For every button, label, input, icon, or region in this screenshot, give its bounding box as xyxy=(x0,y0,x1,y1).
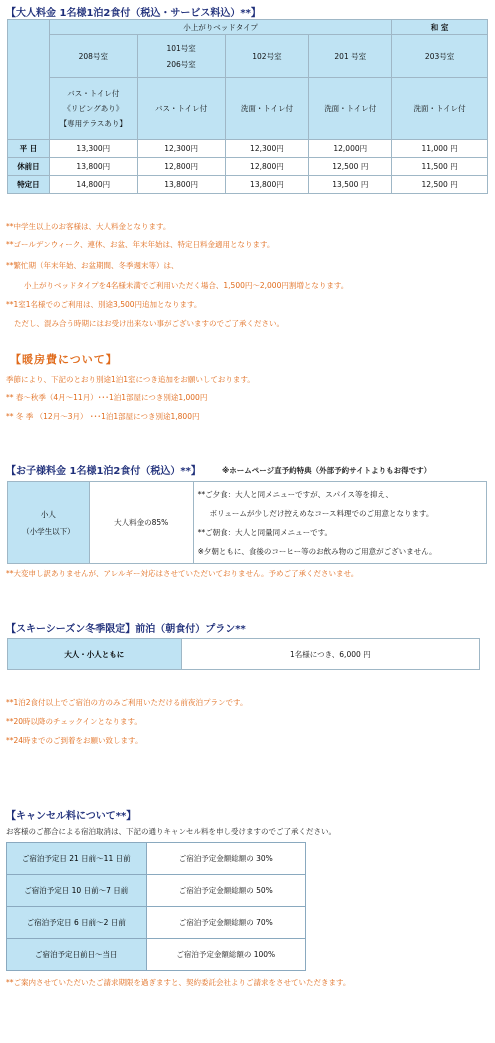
price-cell: 12,500 円 xyxy=(392,176,488,194)
facilities-101: バス・トイレ付 xyxy=(137,78,225,140)
table-corner xyxy=(8,20,50,140)
japanese-room-header: 和 室 xyxy=(392,20,488,35)
price-cell: 13,500 円 xyxy=(309,176,392,194)
adult-rate-title: 【大人料金 1名様1泊2食付（税込・サービス料込）**】 xyxy=(6,8,261,19)
row-label: 休前日 xyxy=(8,158,50,176)
ski-plan-title: 【スキーシーズン冬季限定】前泊（朝食付）プラン** xyxy=(6,624,246,635)
room-203: 203号室 xyxy=(392,35,488,78)
table-row xyxy=(7,843,306,875)
kids-rate-cell: 大人料金の85% xyxy=(89,482,193,564)
kids-rate-title: 【お子様料金 1名様1泊2食付（税込）**】 xyxy=(6,466,201,477)
room-102: 102号室 xyxy=(225,35,309,78)
ski-note: **20時以降のチェックインとなります。 xyxy=(6,717,142,726)
kids-note: **ご夕食：大人と同メニューですが、スパイス等を抑え、 xyxy=(197,489,393,499)
price-cell: 12,300円 xyxy=(225,140,309,158)
price-cell: 12,500 円 xyxy=(309,158,392,176)
allergy-note: **大変申し訳ありませんが、アレルギー対応はさせていただいておりません。予めご了承くださいませ。 xyxy=(6,569,359,578)
cancel-period: ご宿泊予定日 10 日前～7 日前 xyxy=(7,875,147,907)
adult-rate-table xyxy=(7,19,488,194)
cancel-rate: ご宿泊予定金額総額の 50% xyxy=(146,875,306,907)
table-row xyxy=(8,140,488,158)
price-cell: 12,800円 xyxy=(225,158,309,176)
price-cell: 12,000円 xyxy=(309,140,392,158)
ski-label-cell: 大人・小人ともに xyxy=(8,639,182,670)
adult-note: **1室1名様でのご利用は、別途3,500円追加となります。 xyxy=(6,300,202,309)
table-row xyxy=(8,176,488,194)
room-201: 201 号室 xyxy=(309,35,392,78)
room-101-label: 101号室 xyxy=(166,43,196,53)
adult-note: ただし、混み合う時期にはお受け出来ない事がございますのでご了承ください。 xyxy=(14,319,284,328)
price-cell: 13,800円 xyxy=(225,176,309,194)
cancel-table xyxy=(6,842,306,971)
row-label: 平 日 xyxy=(8,140,50,158)
table-row xyxy=(8,158,488,176)
heating-line: ** 冬 季 （12月～3月） ･･･1泊1部屋につき別途1,800円 xyxy=(6,412,200,421)
facility-line: バス・トイレ付 xyxy=(67,89,120,98)
facilities-201: 洗面・トイレ付 xyxy=(309,78,392,140)
heating-title: 【暖房費について】 xyxy=(10,353,118,366)
bed-type-header: 小上がりベッドタイプ xyxy=(49,20,391,35)
adult-note: 小上がりベッドタイプを4名様未満でご利用いただく場合、1,500円～2,000円割増となります。 xyxy=(24,281,349,290)
ski-note: **1泊2食付以上でご宿泊の方のみご利用いただける前夜泊プランです。 xyxy=(6,698,248,707)
facility-line: 《リビングあり》 xyxy=(63,104,124,113)
ski-price-cell: 1名様につき、6,000 円 xyxy=(181,639,479,670)
room-206-label: 206号室 xyxy=(166,59,196,69)
facilities-102: 洗面・トイレ付 xyxy=(225,78,309,140)
heating-line: 季節により、下記のとおり別途1泊1室につき追加をお願いしております。 xyxy=(6,375,255,384)
price-cell: 13,300円 xyxy=(49,140,137,158)
table-row xyxy=(7,907,306,939)
kids-label: 小人 xyxy=(40,509,56,519)
adult-note: **繁忙期（年末年始、お盆期間、冬季週末等）は、 xyxy=(6,261,179,270)
room-101-206 xyxy=(137,35,225,78)
ski-note: **24時までのご到着をお願い致します。 xyxy=(6,736,143,745)
cancel-intro: お客様のご都合による宿泊取消は、下記の通りキャンセル料を申し受けますのでご了承ください。 xyxy=(6,827,336,836)
kids-special-note: ※ホームページ直予約特典（外部予約サイトよりもお得です） xyxy=(222,466,432,475)
ski-plan-table xyxy=(7,638,480,670)
adult-note: **中学生以上のお客様は、大人料金となります。 xyxy=(6,222,171,231)
kids-age-label: （小学生以下） xyxy=(22,526,75,536)
price-cell: 14,800円 xyxy=(49,176,137,194)
cancel-rate: ご宿泊予定金額総額の 100% xyxy=(146,939,306,971)
kids-rate-table xyxy=(7,481,487,564)
cancel-rate: ご宿泊予定金額総額の 30% xyxy=(146,843,306,875)
cancel-rate: ご宿泊予定金額総額の 70% xyxy=(146,907,306,939)
price-cell: 11,500 円 xyxy=(392,158,488,176)
cancel-footnote: **ご案内させていただいたご請求期限を過ぎますと、契約委託会社よりご請求をさせていただきます。 xyxy=(6,978,351,987)
room-208: 208号室 xyxy=(49,35,137,78)
price-cell: 11,000 円 xyxy=(392,140,488,158)
kids-note: ※夕朝ともに、食後のコーヒー等のお飲み物のご用意がございません。 xyxy=(197,546,437,556)
kids-notes-cell xyxy=(193,482,486,564)
facilities-203: 洗面・トイレ付 xyxy=(392,78,488,140)
kids-label-cell xyxy=(8,482,90,564)
cancel-period: ご宿泊予定日 21 日前～11 日前 xyxy=(7,843,147,875)
kids-note: ボリュームが少しだけ控えめなコース料理でのご用意となります。 xyxy=(209,508,434,518)
price-cell: 12,300円 xyxy=(137,140,225,158)
kids-note: **ご朝食：大人と同量同メニューです。 xyxy=(197,527,333,537)
heating-line: ** 春～秋季（4月～11月）･･･1泊1部屋につき別途1,000円 xyxy=(6,393,208,402)
cancel-period: ご宿泊予定日 6 日前～2 日前 xyxy=(7,907,147,939)
table-row xyxy=(7,939,306,971)
row-label: 特定日 xyxy=(8,176,50,194)
price-cell: 13,800円 xyxy=(49,158,137,176)
price-cell: 12,800円 xyxy=(137,158,225,176)
cancel-title: 【キャンセル料について**】 xyxy=(6,811,137,822)
cancel-period: ご宿泊予定日前日～当日 xyxy=(7,939,147,971)
facility-line: 【専用テラスあり】 xyxy=(59,119,127,128)
facilities-208 xyxy=(49,78,137,140)
price-cell: 13,800円 xyxy=(137,176,225,194)
adult-note: **ゴールデンウィーク、連休、お盆、年末年始は、特定日料金適用となります。 xyxy=(6,240,275,249)
table-row xyxy=(7,875,306,907)
